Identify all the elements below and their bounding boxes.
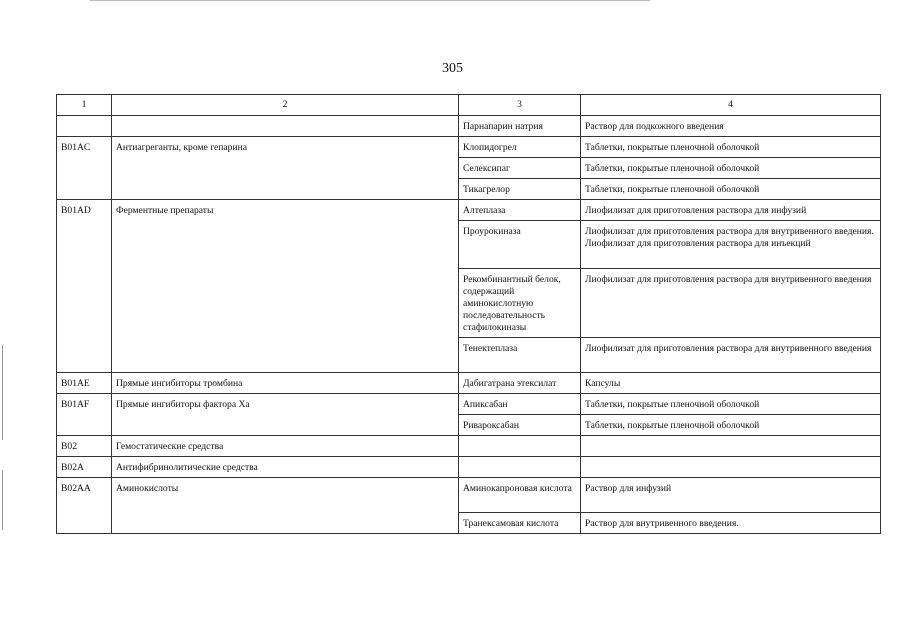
table-header-row [57, 95, 881, 116]
drug-cell: Рекомбинантный белок, содержащий аминокислотную последовательность стафилокиназы [459, 269, 581, 338]
form-line: Таблетки, покрытые пленочной оболочкой [585, 420, 760, 431]
drug-cell: Транексамовая кислота [459, 513, 581, 534]
table-row [57, 478, 881, 513]
drug-cell: Тикагрелор [459, 179, 581, 200]
column-header: 3 [459, 95, 581, 116]
group-cell: Антифибринолитические средства [112, 457, 459, 478]
form-cell [581, 373, 881, 394]
form-line: Капсулы [585, 378, 621, 389]
group-cell: Ферментные препараты [112, 200, 459, 373]
table-row [57, 116, 881, 137]
form-line: Лиофилизат для приготовления раствора для внутривенного введения [585, 343, 872, 354]
form-line: Лиофилизат для приготовления раствора для инфузий [585, 205, 807, 216]
drug-cell [459, 457, 581, 478]
group-cell: Прямые ингибиторы фактора Xa [112, 394, 459, 436]
form-cell [581, 513, 881, 534]
atc-code-cell: B02 [57, 436, 112, 457]
table-row [57, 436, 881, 457]
group-cell [112, 116, 459, 137]
group-cell: Прямые ингибиторы тромбина [112, 373, 459, 394]
group-cell: Гемостатические средства [112, 436, 459, 457]
form-cell [581, 116, 881, 137]
atc-code-cell: B02A [57, 457, 112, 478]
atc-code-cell [57, 116, 112, 137]
atc-code-cell: B02AA [57, 478, 112, 534]
atc-code-cell: B01AD [57, 200, 112, 373]
form-line: Раствор для подкожного введения [585, 121, 724, 132]
form-cell [581, 394, 881, 415]
column-header: 1 [57, 95, 112, 116]
form-line: Лиофилизат для приготовления раствора для внутривенного введения [585, 274, 872, 285]
drug-cell: Селексипаг [459, 158, 581, 179]
form-cell [581, 200, 881, 221]
atc-code-cell: B01AE [57, 373, 112, 394]
form-line: Таблетки, покрытые пленочной оболочкой [585, 399, 760, 410]
form-cell [581, 436, 881, 457]
form-cell [581, 269, 881, 338]
form-cell [581, 158, 881, 179]
drug-table [56, 94, 881, 534]
atc-code-cell: B01AF [57, 394, 112, 436]
drug-cell: Проурокиназа [459, 221, 581, 269]
form-cell [581, 179, 881, 200]
drug-cell: Тенектеплаза [459, 338, 581, 373]
column-header: 2 [112, 95, 459, 116]
form-cell [581, 137, 881, 158]
table-row [57, 457, 881, 478]
drug-cell: Апиксабан [459, 394, 581, 415]
form-line: Таблетки, покрытые пленочной оболочкой [585, 184, 760, 195]
group-cell: Аминокислоты [112, 478, 459, 534]
scan-edge-mark [2, 345, 3, 440]
drug-cell: Ривароксабан [459, 415, 581, 436]
scan-top-rule [90, 0, 650, 1]
form-line: Таблетки, покрытые пленочной оболочкой [585, 142, 760, 153]
form-line: Таблетки, покрытые пленочной оболочкой [585, 163, 760, 174]
scan-edge-mark [2, 470, 3, 530]
form-cell [581, 415, 881, 436]
form-cell [581, 457, 881, 478]
drug-cell: Парнапарин натрия [459, 116, 581, 137]
form-line: Раствор для инфузий [585, 483, 672, 494]
form-line: Раствор для внутривенного введения. [585, 518, 739, 529]
table-row [57, 200, 881, 221]
form-line: Лиофилизат для приготовления раствора для внутривенного введения. [585, 226, 874, 237]
column-header: 4 [581, 95, 881, 116]
form-line: Лиофилизат для приготовления раствора для инъекций [585, 238, 811, 249]
table-row [57, 373, 881, 394]
form-cell [581, 221, 881, 269]
drug-cell: Аминокапроновая кислота [459, 478, 581, 513]
form-cell [581, 338, 881, 373]
drug-cell [459, 436, 581, 457]
table-row [57, 394, 881, 415]
page-number: 305 [442, 61, 463, 76]
drug-cell: Дабигатрана этексилат [459, 373, 581, 394]
table-row [57, 137, 881, 158]
drug-cell: Алтеплаза [459, 200, 581, 221]
atc-code-cell: B01AC [57, 137, 112, 200]
drug-cell: Клопидогрел [459, 137, 581, 158]
form-cell [581, 478, 881, 513]
group-cell: Антиагреганты, кроме гепарина [112, 137, 459, 200]
